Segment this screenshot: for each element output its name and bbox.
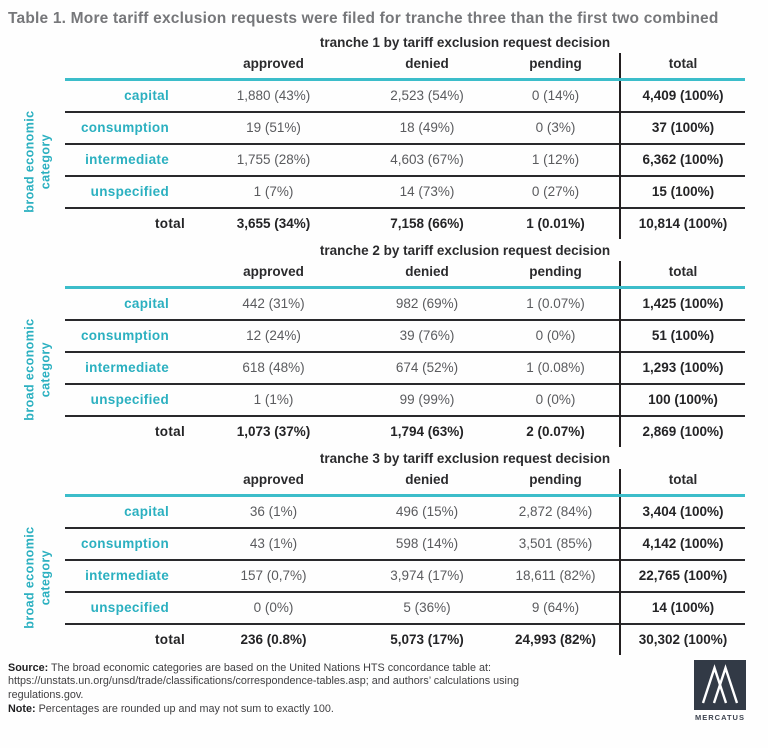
cell-approved: 1,755 (28%) — [236, 151, 311, 167]
table-row-unspecified — [65, 176, 745, 208]
col-header-denied: denied — [405, 55, 449, 71]
cell-denied: 674 (52%) — [395, 359, 459, 375]
row-label: unspecified — [90, 391, 169, 407]
col-header-pending: pending — [529, 55, 582, 71]
side-label-broad-economic-category — [21, 105, 54, 217]
table-row-capital — [65, 495, 745, 528]
tranche-1-table — [65, 53, 745, 239]
row-label: intermediate — [85, 567, 169, 583]
cell-denied: 2,523 (54%) — [390, 87, 464, 103]
tranche-2-table — [65, 261, 745, 447]
side-label-text: broad economic category — [22, 318, 53, 421]
tranche-2-section — [0, 243, 768, 447]
cell-total: 14 (100%) — [620, 592, 745, 624]
cell-pending: 2 (0.07%) — [526, 423, 585, 439]
row-label: capital — [124, 503, 169, 519]
column-header-row — [65, 469, 745, 496]
cell-approved: 1 (1%) — [253, 391, 294, 407]
cell-pending: 0 (14%) — [531, 87, 580, 103]
cell-denied: 1,794 (63%) — [390, 423, 464, 439]
cell-pending: 1 (0.08%) — [526, 359, 585, 375]
tranche-1-title: tranche 1 by tariff exclusion request decision — [319, 34, 611, 50]
source-note — [8, 662, 668, 717]
col-header-total: total — [620, 261, 745, 288]
row-label: consumption — [80, 327, 169, 343]
cell-pending: 3,501 (85%) — [518, 535, 593, 551]
row-label: capital — [124, 87, 169, 103]
cell-total: 22,765 (100%) — [620, 560, 745, 592]
cell-approved: 618 (48%) — [242, 359, 305, 375]
cell-denied: 5,073 (17%) — [390, 631, 464, 647]
cell-approved: 236 (0.8%) — [240, 631, 307, 647]
row-label: intermediate — [85, 359, 169, 375]
table-row-intermediate — [65, 352, 745, 384]
row-label: unspecified — [90, 183, 169, 199]
table-row-unspecified — [65, 384, 745, 416]
col-header-approved: approved — [243, 471, 304, 487]
row-label: consumption — [80, 119, 169, 135]
row-label: intermediate — [85, 151, 169, 167]
cell-pending: 1 (0.01%) — [526, 215, 585, 231]
cell-total: 3,404 (100%) — [620, 495, 745, 528]
empty-corner-cell — [65, 469, 185, 496]
empty-corner-cell — [65, 261, 185, 288]
cell-total: 6,362 (100%) — [620, 144, 745, 176]
mercatus-mountains-icon — [694, 660, 746, 710]
source-line-1: Source: The broad economic categories are based on the United Nations HTS concordance table at: — [8, 661, 491, 674]
col-header-denied: denied — [405, 263, 449, 279]
cell-pending: 18,611 (82%) — [515, 567, 596, 583]
column-header-row — [65, 261, 745, 288]
cell-total: 10,814 (100%) — [620, 208, 745, 239]
cell-pending: 9 (64%) — [531, 599, 580, 615]
row-label: consumption — [80, 535, 169, 551]
table-row-unspecified — [65, 592, 745, 624]
cell-total: 4,409 (100%) — [620, 79, 745, 112]
empty-corner-cell — [65, 53, 185, 80]
col-header-denied: denied — [405, 471, 449, 487]
tranche-3-section — [0, 451, 768, 655]
table-row-consumption — [65, 528, 745, 560]
column-header-row — [65, 53, 745, 80]
cell-pending: 0 (0%) — [535, 327, 576, 343]
row-label: total — [155, 423, 185, 439]
cell-pending: 0 (27%) — [531, 183, 580, 199]
cell-total: 100 (100%) — [620, 384, 745, 416]
cell-denied: 3,974 (17%) — [390, 567, 464, 583]
cell-total: 51 (100%) — [620, 320, 745, 352]
row-label: capital — [124, 295, 169, 311]
col-header-total: total — [620, 53, 745, 80]
side-label-text: broad economic category — [22, 110, 53, 213]
cell-pending: 24,993 (82%) — [514, 631, 597, 647]
col-header-approved: approved — [243, 55, 304, 71]
cell-approved: 1,073 (37%) — [236, 423, 311, 439]
cell-approved: 0 (0%) — [253, 599, 294, 615]
cell-approved: 12 (24%) — [246, 327, 301, 343]
cell-pending: 0 (3%) — [535, 119, 576, 135]
figure-footer — [8, 661, 760, 722]
table-row-consumption — [65, 112, 745, 144]
col-header-approved: approved — [243, 263, 304, 279]
note-label: Note: — [8, 702, 36, 715]
table-row-capital — [65, 79, 745, 112]
tranche-1-section — [0, 35, 768, 239]
table-row-consumption — [65, 320, 745, 352]
cell-denied: 5 (36%) — [403, 599, 451, 615]
cell-denied: 496 (15%) — [395, 503, 459, 519]
cell-denied: 598 (14%) — [395, 535, 459, 551]
table-row-total — [65, 416, 745, 447]
cell-approved: 1 (7%) — [253, 183, 294, 199]
cell-approved: 442 (31%) — [242, 295, 305, 311]
source-url: https://unstats.un.org/unsd/trade/classifications/correspondence-tables.asp; and authors’ calculations using — [8, 675, 519, 688]
cell-total: 1,293 (100%) — [620, 352, 745, 384]
cell-denied: 982 (69%) — [395, 295, 459, 311]
table-row-capital — [65, 287, 745, 320]
cell-total: 30,302 (100%) — [620, 624, 745, 655]
cell-denied: 39 (76%) — [399, 327, 455, 343]
side-label-broad-economic-category — [21, 521, 54, 633]
page-title: Table 1. More tariff exclusion requests were filed for tranche three than the first two combined — [8, 10, 719, 27]
side-label-text: broad economic category — [22, 526, 53, 629]
cell-total: 37 (100%) — [620, 112, 745, 144]
table-row-intermediate — [65, 560, 745, 592]
cell-approved: 1,880 (43%) — [236, 87, 311, 103]
cell-denied: 18 (49%) — [399, 119, 455, 135]
cell-pending: 1 (12%) — [531, 151, 580, 167]
cell-pending: 1 (0.07%) — [526, 295, 585, 311]
note-line: Note: Percentages are rounded up and may not sum to exactly 100. — [8, 702, 334, 715]
row-label: total — [155, 215, 185, 231]
side-label-broad-economic-category — [21, 313, 54, 425]
cell-approved: 157 (0,7%) — [240, 567, 307, 583]
cell-approved: 36 (1%) — [249, 503, 298, 519]
cell-denied: 4,603 (67%) — [390, 151, 464, 167]
tranche-3-title: tranche 3 by tariff exclusion request decision — [319, 450, 611, 466]
row-label: unspecified — [90, 599, 169, 615]
row-label: total — [155, 631, 185, 647]
cell-pending: 0 (0%) — [535, 391, 576, 407]
cell-approved: 43 (1%) — [249, 535, 298, 551]
cell-total: 15 (100%) — [620, 176, 745, 208]
cell-approved: 3,655 (34%) — [236, 215, 311, 231]
cell-denied: 99 (99%) — [399, 391, 455, 407]
table-row-intermediate — [65, 144, 745, 176]
source-label: Source: — [8, 661, 49, 674]
col-header-pending: pending — [529, 263, 582, 279]
cell-denied: 7,158 (66%) — [390, 215, 464, 231]
cell-approved: 19 (51%) — [246, 119, 301, 135]
tranche-3-table — [65, 469, 745, 655]
tranche-2-title: tranche 2 by tariff exclusion request decision — [319, 242, 611, 258]
table-row-total — [65, 208, 745, 239]
table-row-total — [65, 624, 745, 655]
col-header-total: total — [620, 469, 745, 496]
cell-total: 4,142 (100%) — [620, 528, 745, 560]
cell-denied: 14 (73%) — [399, 183, 455, 199]
col-header-pending: pending — [529, 471, 582, 487]
source-line-2 — [8, 675, 668, 689]
cell-total: 2,869 (100%) — [620, 416, 745, 447]
mercatus-logo — [692, 660, 748, 722]
cell-pending: 2,872 (84%) — [518, 503, 593, 519]
cell-total: 1,425 (100%) — [620, 287, 745, 320]
source-line-3: regulations.gov. — [8, 689, 84, 702]
mercatus-wordmark: MERCATUS — [695, 712, 745, 722]
